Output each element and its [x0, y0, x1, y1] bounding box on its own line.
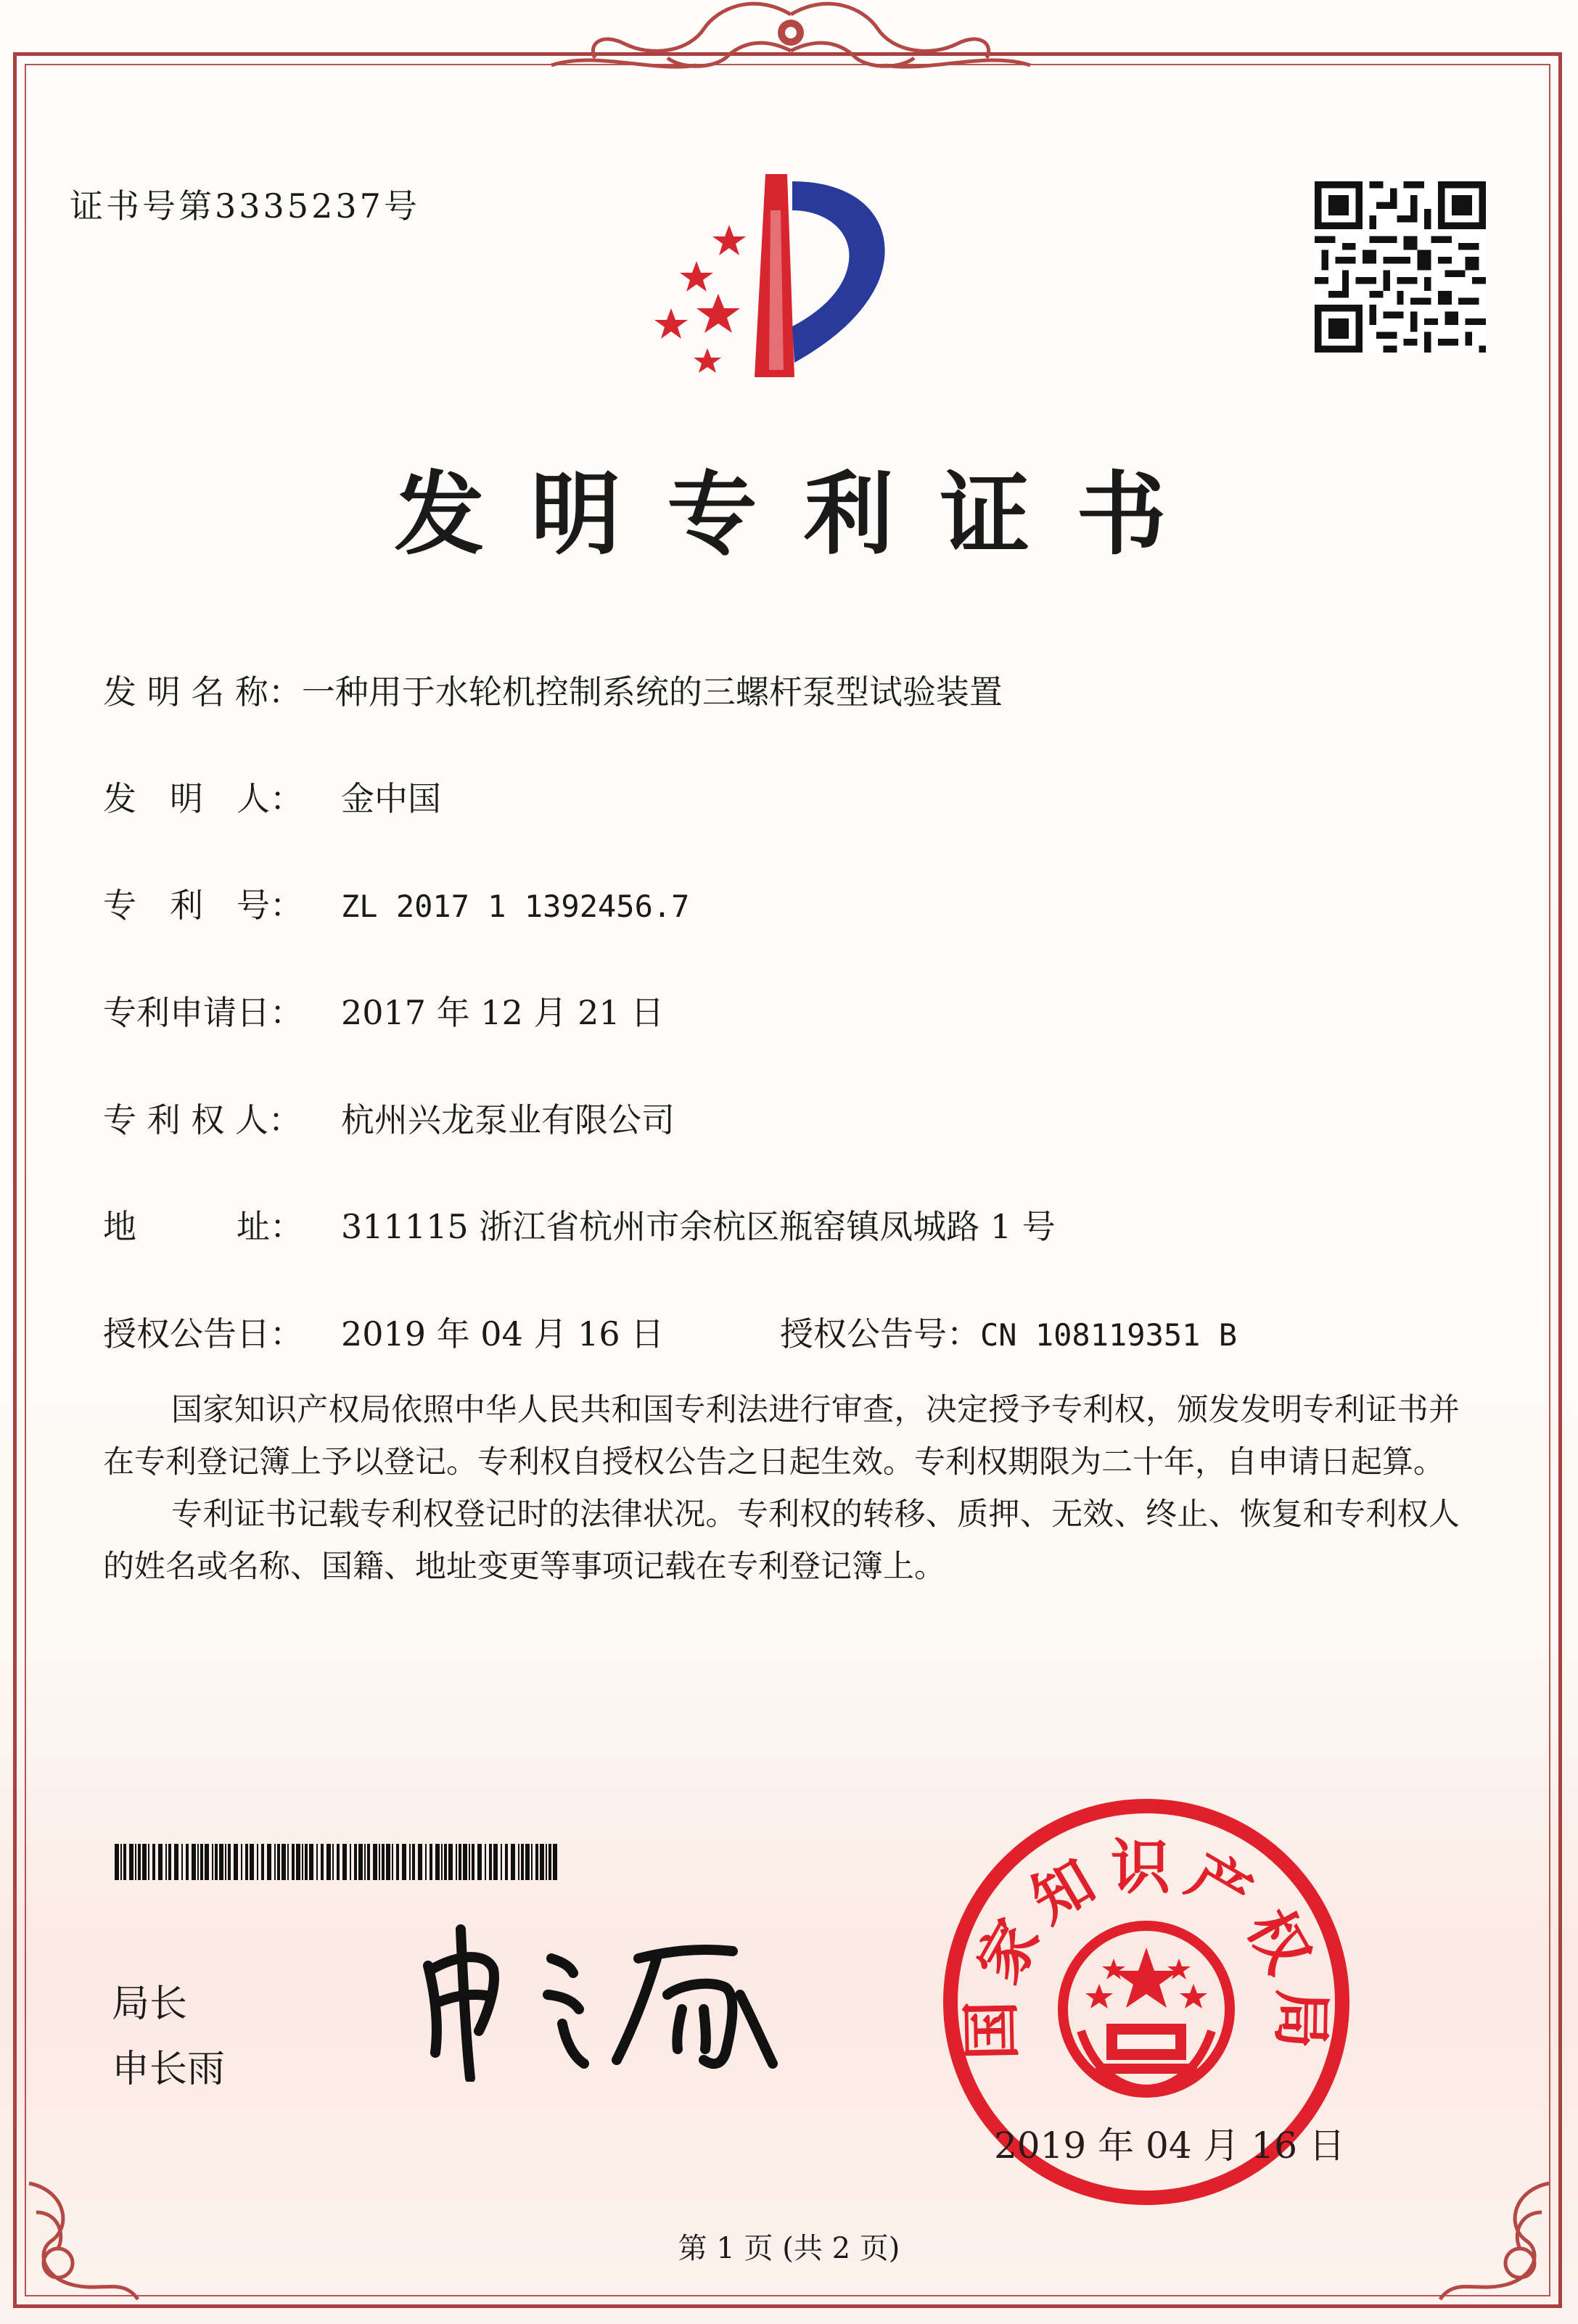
- barcode-bar: [152, 1844, 155, 1880]
- barcode-bar: [129, 1844, 133, 1880]
- barcode-bar: [158, 1844, 163, 1880]
- barcode-bar: [425, 1844, 427, 1880]
- field-label: 授权公告号：: [780, 1314, 980, 1353]
- barcode-bar: [354, 1844, 357, 1880]
- barcode-bar: [135, 1844, 136, 1880]
- barcode-bar: [115, 1844, 119, 1880]
- barcode-bar: [228, 1844, 231, 1880]
- field-value: 311115 浙江省杭州市余杭区瓶窑镇凤城路 1 号: [341, 1207, 1056, 1246]
- barcode-bar: [472, 1844, 474, 1880]
- barcode-bar: [257, 1844, 258, 1880]
- field-label: 授权公告日：: [103, 1314, 303, 1353]
- patent-office-logo-icon: [638, 167, 914, 384]
- barcode-bar: [205, 1844, 209, 1880]
- barcode-bar: [392, 1844, 393, 1880]
- director-signature: [406, 1915, 784, 2082]
- field-value: 金中国: [341, 779, 441, 818]
- barcode-bar: [120, 1844, 122, 1880]
- barcode-bar: [296, 1844, 300, 1880]
- barcode-bar: [148, 1844, 149, 1880]
- barcode-bar: [212, 1844, 213, 1880]
- barcode-bar: [321, 1844, 324, 1880]
- national-emblem-icon: [1063, 1926, 1230, 2093]
- field-label: 专 利 号：: [103, 886, 303, 925]
- statement-paragraph: 国家知识产权局依照中华人民共和国专利法进行审查，决定授予专利权，颁发发明专利证书并在专利登记簿上予以登记。专利权自授权公告之日起生效。专利权期限为二十年，自申请日起算。: [103, 1392, 1460, 1480]
- field-value: 2017 年 12 月 21 日: [341, 993, 665, 1032]
- barcode-bar: [553, 1844, 557, 1880]
- certificate-number: 证书号第3335237号: [70, 186, 420, 226]
- barcode-bar: [501, 1844, 502, 1880]
- field-address: [103, 1200, 1056, 1248]
- barcode-bar: [396, 1844, 399, 1880]
- field-inventor: [103, 772, 441, 820]
- barcode-bar: [123, 1844, 126, 1880]
- barcode-bar: [337, 1844, 340, 1880]
- barcode-bar: [435, 1844, 440, 1880]
- field-value: 2019 年 04 月 16 日: [341, 1314, 665, 1353]
- barcode-bar: [197, 1844, 199, 1880]
- field-label: 地 址：: [103, 1207, 303, 1246]
- barcode-bar: [386, 1844, 390, 1880]
- barcode-bar: [418, 1844, 422, 1880]
- barcode-bar: [342, 1844, 347, 1880]
- barcode-bar: [165, 1844, 167, 1880]
- barcode-bar: [531, 1844, 533, 1880]
- barcode-bar: [142, 1844, 147, 1880]
- barcode-bar: [186, 1844, 189, 1880]
- barcode-bar: [138, 1844, 141, 1880]
- barcode-bar: [535, 1844, 538, 1880]
- barcode-bar: [364, 1844, 366, 1880]
- page-title: 发明专利证书: [394, 463, 1213, 567]
- top-ornament: [508, 0, 1074, 80]
- barcode-bar: [261, 1844, 264, 1880]
- director-title: 局长: [112, 1982, 188, 2026]
- barcode-icon: [115, 1844, 564, 1880]
- barcode-bar: [379, 1844, 380, 1880]
- barcode-bar: [234, 1844, 238, 1880]
- field-label: 发 明 名 称：: [103, 672, 302, 712]
- barcode-bar: [456, 1844, 457, 1880]
- barcode-bar: [477, 1844, 482, 1880]
- field-value: 杭州兴龙泵业有限公司: [341, 1100, 675, 1140]
- barcode-bar: [430, 1844, 432, 1880]
- barcode-bar: [282, 1844, 286, 1880]
- barcode-bar: [225, 1844, 226, 1880]
- barcode-bar: [412, 1844, 415, 1880]
- barcode-bar: [292, 1844, 295, 1880]
- barcode-bar: [459, 1844, 461, 1880]
- barcode-bar: [274, 1844, 276, 1880]
- barcode-bar: [493, 1844, 498, 1880]
- statement-paragraph: 专利证书记载专利权登记时的法律状况。专利权的转移、质押、无效、终止、恢复和专利权人的姓名或名称、国籍、地址变更等事项记载在专利登记簿上。: [103, 1496, 1460, 1585]
- field-value: 一种用于水轮机控制系统的三螺杆泵型试验装置: [301, 672, 1003, 712]
- field-invention-name: [103, 666, 1003, 714]
- barcode-bar: [200, 1844, 203, 1880]
- barcode-bar: [326, 1844, 331, 1880]
- barcode-bar: [287, 1844, 289, 1880]
- barcode-bar: [305, 1844, 308, 1880]
- field-label: 专利申请日：: [103, 993, 303, 1032]
- barcode-bar: [469, 1844, 470, 1880]
- barcode-bar: [367, 1844, 370, 1880]
- barcode-bar: [215, 1844, 218, 1880]
- field-patent-number: [103, 879, 689, 927]
- field-grant-date: [103, 1308, 664, 1356]
- barcode-bar: [250, 1844, 254, 1880]
- barcode-bar: [548, 1844, 551, 1880]
- field-value: ZL 2017 1 1392456.7: [341, 889, 690, 924]
- barcode-bar: [505, 1844, 508, 1880]
- barcode-bar: [181, 1844, 183, 1880]
- barcode-bar: [485, 1844, 486, 1880]
- barcode-bar: [174, 1844, 178, 1880]
- barcode-bar: [448, 1844, 453, 1880]
- field-application-date: [103, 986, 664, 1034]
- barcode-bar: [518, 1844, 519, 1880]
- barcode-bar: [245, 1844, 248, 1880]
- barcode-bar: [277, 1844, 280, 1880]
- barcode-bar: [192, 1844, 196, 1880]
- barcode-bar: [382, 1844, 385, 1880]
- barcode-bar: [511, 1844, 515, 1880]
- barcode-bar: [546, 1844, 547, 1880]
- statement-text: [103, 1384, 1460, 1593]
- barcode-bar: [409, 1844, 411, 1880]
- seal-text: 国家知识产权局: [957, 1833, 1336, 2061]
- barcode-bar: [219, 1844, 223, 1880]
- barcode-bar: [316, 1844, 318, 1880]
- page-number: 第 1 页 (共 2 页): [678, 2232, 900, 2265]
- barcode-bar: [441, 1844, 443, 1880]
- field-label: 发 明 人：: [103, 779, 303, 818]
- director-name: 申长雨: [112, 2048, 226, 2091]
- seal-date: 2019 年 04 月 16 日: [994, 2125, 1345, 2167]
- barcode-bar: [350, 1844, 351, 1880]
- qr-code-icon: [1315, 181, 1486, 353]
- barcode-bar: [521, 1844, 524, 1880]
- barcode-bar: [463, 1844, 467, 1880]
- barcode-bar: [332, 1844, 334, 1880]
- barcode-bar: [302, 1844, 303, 1880]
- field-label: 专 利 权 人：: [103, 1100, 302, 1140]
- barcode-bar: [402, 1844, 406, 1880]
- barcode-bar: [168, 1844, 171, 1880]
- barcode-bar: [525, 1844, 530, 1880]
- barcode-bar: [489, 1844, 492, 1880]
- barcode-bar: [373, 1844, 377, 1880]
- barcode-bar: [309, 1844, 313, 1880]
- barcode-bar: [241, 1844, 242, 1880]
- barcode-bar: [540, 1844, 544, 1880]
- field-patentee: [103, 1094, 675, 1142]
- barcode-bar: [358, 1844, 363, 1880]
- field-value: CN 108119351 B: [980, 1317, 1238, 1353]
- barcode-bar: [267, 1844, 271, 1880]
- barcode-bar: [444, 1844, 447, 1880]
- field-grant-number: [780, 1308, 1237, 1356]
